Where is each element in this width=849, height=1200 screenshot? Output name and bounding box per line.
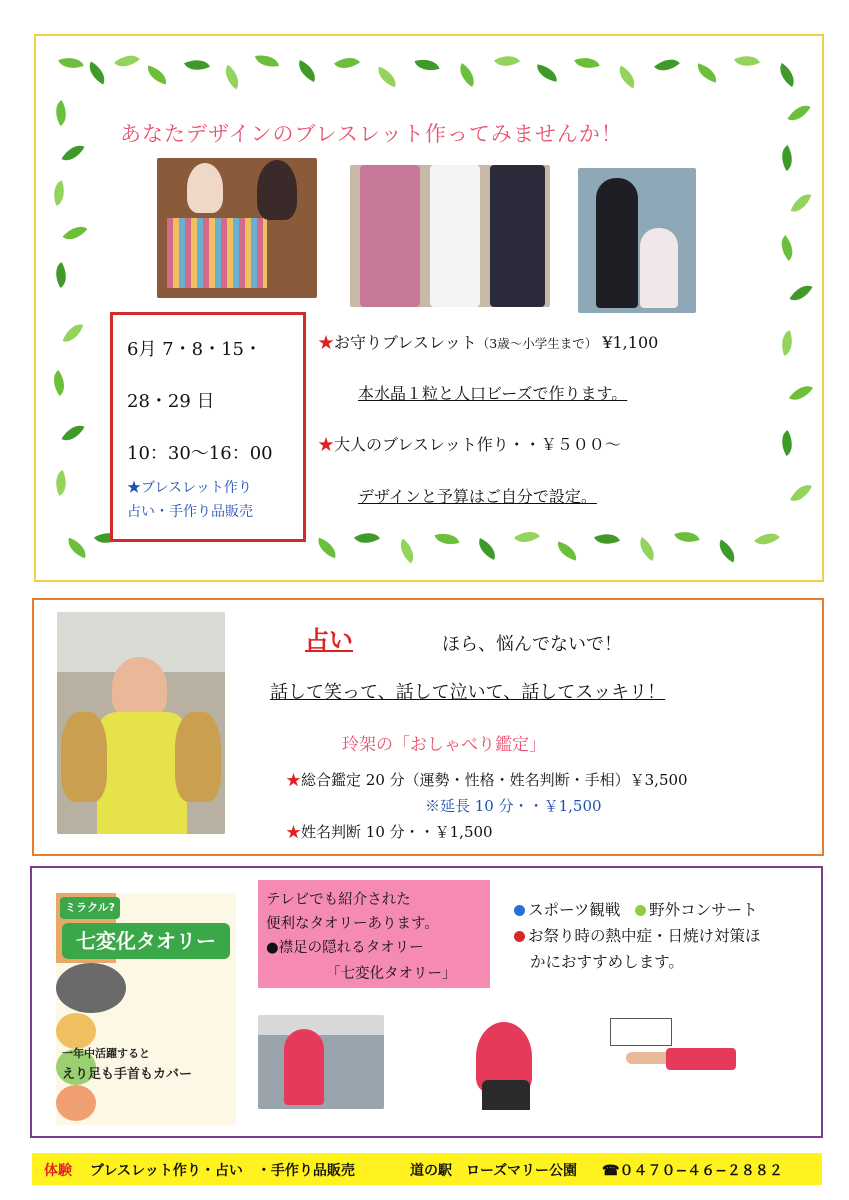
blue-dot-icon — [514, 905, 525, 916]
photo-fortune-teller — [57, 612, 225, 834]
pink-line-4: 「七変化タオリー」 — [326, 966, 457, 982]
uses-line-1: スポーツ観戦 野外コンサート — [514, 898, 758, 920]
fortune-heading: 占い — [305, 626, 353, 654]
pink-line-2: 便利なタオリーあります。 — [266, 916, 439, 932]
pink-line-1: テレビでも紹介された — [266, 892, 411, 908]
item2-line — [318, 432, 621, 455]
photo-wrist-bracelets — [350, 165, 550, 307]
item1-line — [318, 330, 658, 353]
item1-name: お守りブレスレット — [334, 333, 477, 352]
fortune-tagline: 話して笑って、話して泣いて、話してスッキリ！ — [270, 682, 666, 703]
footer-label: 体験 — [44, 1163, 72, 1179]
footer-bar — [32, 1153, 822, 1185]
photo-girls-showing-bracelets — [578, 168, 696, 313]
fortune-reader: 玲架の「おしゃべり鑑定」 — [342, 735, 546, 755]
towel-poster-illustration — [56, 893, 236, 1125]
star-icon: ★ — [286, 823, 302, 841]
event-time: 10：30〜16：00 — [127, 443, 273, 464]
star-icon: ★ — [286, 771, 302, 789]
star-icon: ★ — [318, 435, 335, 454]
fortune-service-1: ★総合鑑定 20 分（運勢・性格・姓名判断・手相）￥3,500 — [286, 771, 688, 789]
photo-towel-in-car — [258, 1015, 384, 1109]
uses-line-3: かにおすすめします。 — [530, 953, 684, 971]
event-dates-box — [110, 312, 306, 542]
footer-venue: 道の駅 ローズマリー公園 — [410, 1163, 578, 1179]
footer-items: ブレスレット作り・占い ・手作り品販売 — [90, 1163, 355, 1179]
item1-note: （3歳〜小学生まで） — [476, 336, 598, 351]
towel-info-box — [258, 880, 490, 988]
bracelet-title: あなたデザインのブレスレット作ってみませんか！ — [120, 122, 623, 146]
photo-towel-hood — [466, 1018, 544, 1110]
item2-name: 大人のブレスレット作り・・￥５００〜 — [334, 435, 621, 454]
red-dot-icon — [514, 931, 525, 942]
star-icon: ★ — [318, 333, 335, 352]
poster-line-2: えり足も手首もカバー — [62, 1067, 193, 1082]
fortune-extension: ※延長 10 分・・￥1,500 — [425, 797, 602, 815]
pink-line-3: ●襟足の隠れるタオリー — [266, 940, 424, 956]
uses-line-2: お祭り時の熱中症・日焼け対策ほ — [514, 924, 761, 946]
dates-line-2: 28・29 日 — [127, 391, 215, 412]
green-dot-icon — [635, 905, 646, 916]
activities-line-2: 占い・手作り品販売 — [127, 504, 253, 520]
dates-line-1: 6月 7・8・15・ — [127, 339, 262, 360]
fortune-service-2: ★姓名判断 10 分・・￥1,500 — [286, 823, 493, 841]
photo-kids-making-bracelets — [157, 158, 317, 298]
poster-line-1: 一年中活躍すると — [62, 1047, 150, 1060]
photo-towel-arm-cover — [606, 1014, 740, 1110]
poster-brand: ミラクル? — [60, 897, 120, 919]
item1-price: ¥1,100 — [602, 333, 659, 352]
poster-title: 七変化タオリー — [62, 923, 230, 959]
item2-desc: デザインと予算はご自分で設定。 — [358, 487, 597, 506]
item1-desc: 本水晶１粒と人口ビーズで作ります。 — [358, 384, 628, 403]
fortune-subheading: ほら、悩んでないで！ — [442, 634, 622, 655]
footer-phone: ☎０４７０−４６−２８８２ — [602, 1163, 783, 1179]
activities-line-1: ★ブレスレット作り — [127, 480, 252, 496]
